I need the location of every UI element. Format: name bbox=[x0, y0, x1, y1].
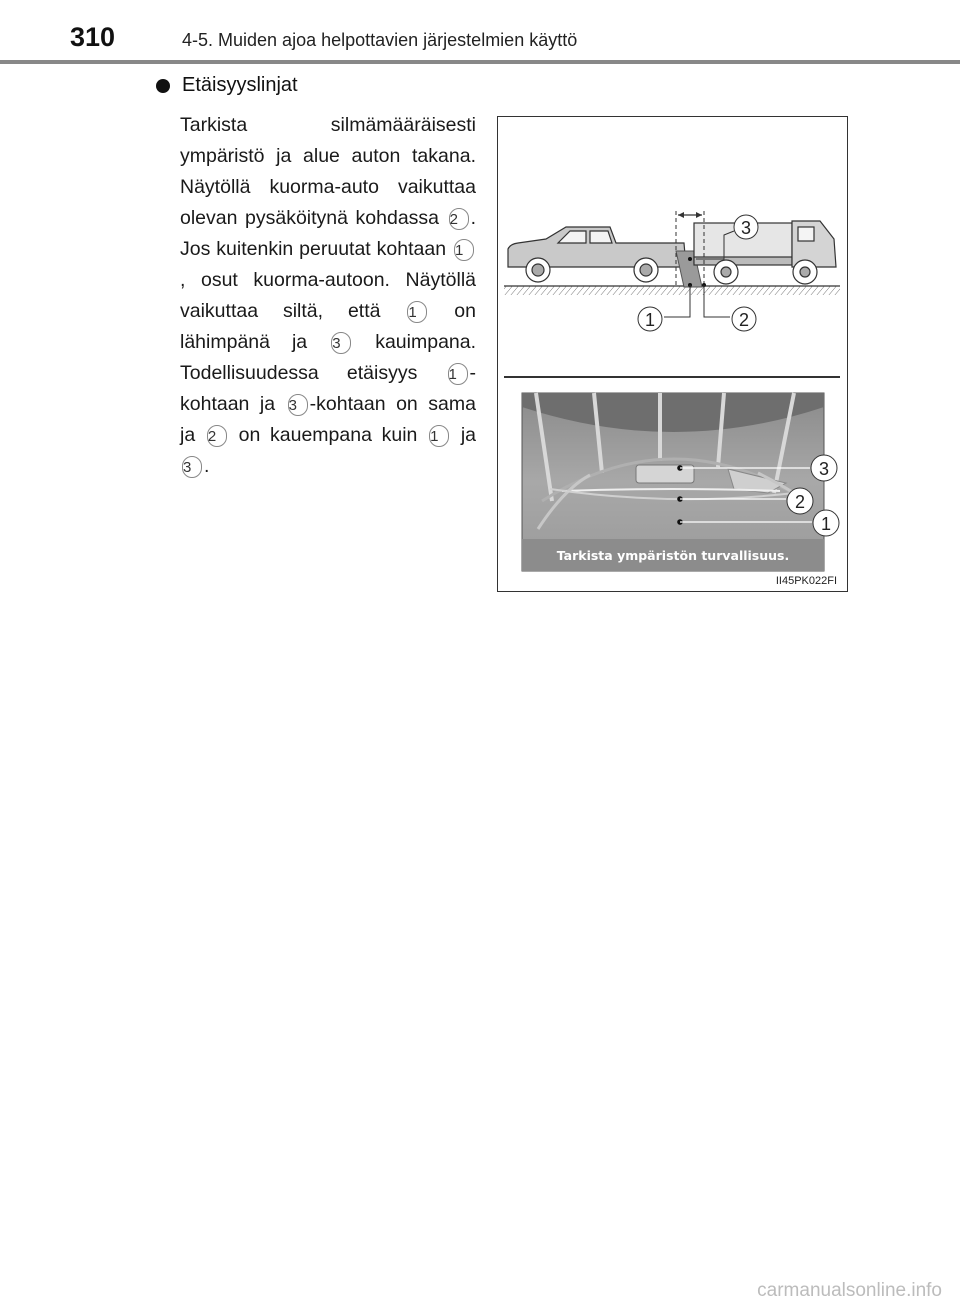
body-text-part: . bbox=[204, 455, 210, 477]
page-number: 310 bbox=[70, 22, 116, 52]
top-label-1 bbox=[638, 307, 662, 331]
callout-number: 3 bbox=[182, 456, 202, 478]
camera-screen bbox=[522, 393, 824, 571]
header-divider bbox=[0, 60, 960, 64]
section-heading-text: Etäisyyslinjat bbox=[182, 74, 298, 96]
screen-message: Tarkista ympäristön turvallisuus. bbox=[556, 548, 790, 563]
body-text-part: . Jos kuitenkin peruutat kohtaan bbox=[180, 207, 477, 260]
svg-text:2: 2 bbox=[738, 310, 750, 330]
illustration-figure bbox=[497, 116, 848, 592]
top-label-2 bbox=[732, 307, 756, 331]
callout-number: 3 bbox=[331, 332, 351, 354]
callout-number: 1 bbox=[454, 239, 474, 261]
svg-text:1: 1 bbox=[820, 514, 832, 534]
section-heading bbox=[156, 74, 298, 97]
callout-number: 1 bbox=[407, 301, 427, 323]
body-text-part: , osut kuorma-autoon. Näytöllä vaikuttaa siltä, että bbox=[180, 269, 476, 322]
pickup-truck-graphic bbox=[508, 227, 686, 282]
body-text-part: Tarkista silmämääräisesti ympäristö ja alue auton takana. Näytöllä kuorma-auto vaikuttaa olevan pysäköitynä kohdassa bbox=[180, 114, 476, 229]
callout-number: 1 bbox=[448, 363, 468, 385]
point-3-marker bbox=[688, 257, 692, 261]
top-label-3 bbox=[734, 215, 758, 239]
callout-number: 1 bbox=[429, 425, 449, 447]
svg-text:3: 3 bbox=[818, 459, 830, 479]
body-text-part: -kohtaan on sama ja bbox=[180, 393, 476, 446]
dump-truck-graphic bbox=[694, 221, 836, 284]
body-text-part: kauimpana. Todellisuudessa etäisyys bbox=[180, 331, 477, 384]
ground-hatch bbox=[504, 286, 840, 295]
screen-label-3 bbox=[811, 455, 837, 481]
callout-number: 2 bbox=[207, 425, 227, 447]
callout-number: 3 bbox=[288, 394, 308, 416]
body-text-part: on lähimpänä ja bbox=[180, 300, 476, 353]
svg-text:3: 3 bbox=[740, 218, 752, 238]
svg-text:2: 2 bbox=[794, 492, 806, 512]
body-text-part: on kauempana kuin bbox=[238, 424, 418, 446]
distance-lines-illustration bbox=[498, 117, 846, 590]
svg-text:1: 1 bbox=[644, 310, 656, 330]
bullet-icon bbox=[156, 79, 170, 93]
footer-watermark: carmanualsonline.info bbox=[757, 1280, 942, 1301]
figure-code: II45PK022FI bbox=[775, 575, 837, 587]
body-text-part: ja bbox=[460, 424, 477, 446]
chapter-title: 4-5. Muiden ajoa helpottavien järjestelmien käyttö bbox=[182, 30, 578, 50]
body-paragraph bbox=[180, 110, 476, 482]
callout-number: 2 bbox=[449, 208, 469, 230]
screen-label-1 bbox=[813, 510, 839, 536]
body-text-part: -kohtaan ja bbox=[180, 362, 476, 415]
screen-label-2 bbox=[787, 488, 813, 514]
